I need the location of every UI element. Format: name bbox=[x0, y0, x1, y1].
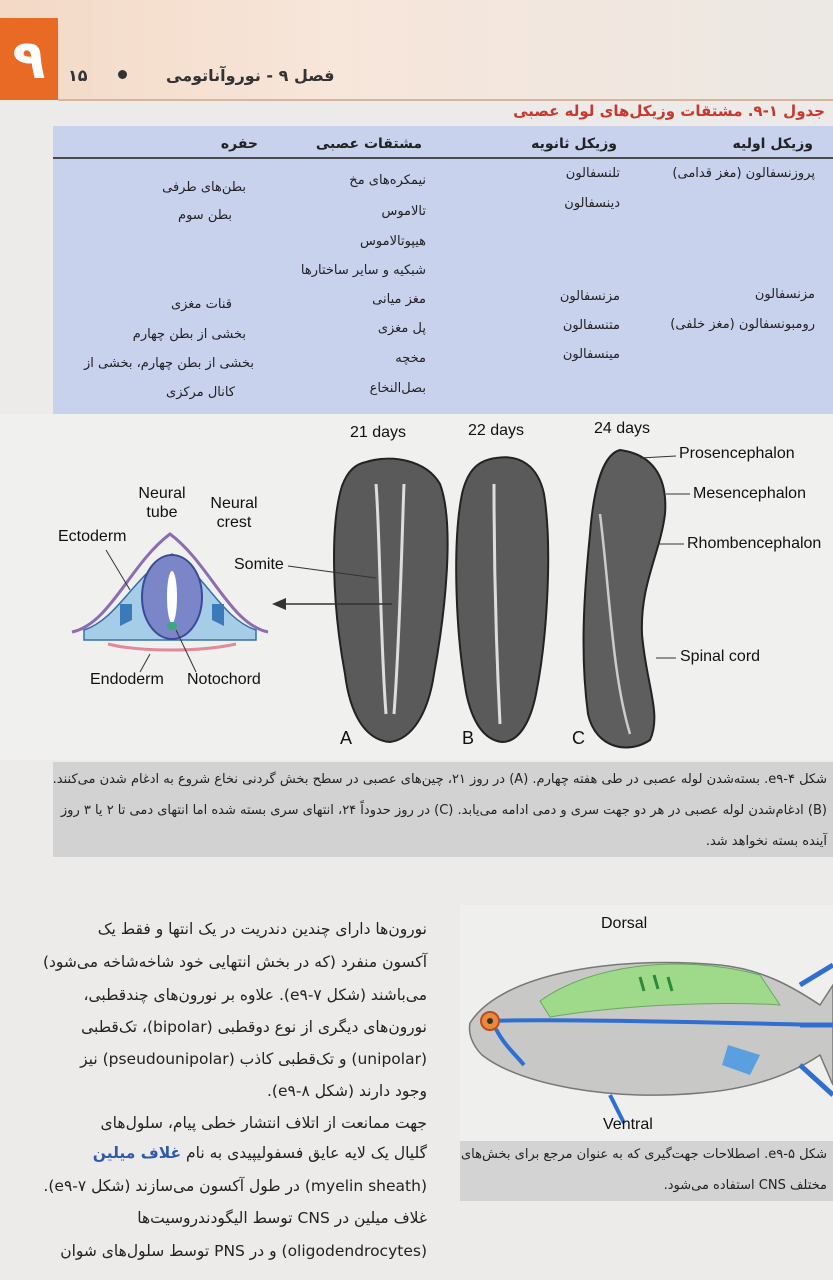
page-header-band bbox=[0, 0, 833, 100]
page-number: ۱۵ bbox=[68, 66, 88, 85]
panel-label: B bbox=[462, 728, 475, 748]
endoderm-leader bbox=[140, 654, 150, 672]
ectoderm-label: Ectoderm bbox=[58, 528, 127, 545]
prosencephalon-label: Prosencephalon bbox=[679, 445, 795, 462]
cell-derivative: شبکیه و سایر ساختارها bbox=[300, 263, 426, 278]
cell-cavity: کانال مرکزی bbox=[166, 385, 235, 400]
spinal-cord-label: Spinal cord bbox=[680, 648, 761, 665]
body-paragraph-line: غلاف میلین در CNS توسط الیگودندروسیت‌ها bbox=[137, 1209, 427, 1227]
keyword-myelin-sheath: غلاف میلین bbox=[92, 1144, 182, 1162]
arrow-left-icon bbox=[272, 598, 286, 610]
notochord-label: Notochord bbox=[187, 671, 261, 688]
day-label: 21 days bbox=[350, 424, 407, 441]
cell-derivative: مخچه bbox=[395, 351, 426, 366]
body-paragraph-line: نورون‌های دیگری از نوع دوقطبی (bipolar)، تک‌قطبی bbox=[81, 1018, 427, 1036]
mesencephalon-label: Mesencephalon bbox=[693, 485, 806, 502]
figure4-caption-line: آینده بسته نخواهد شد. bbox=[705, 834, 827, 849]
header-bullet-icon bbox=[118, 70, 127, 79]
cell-cavity: بطن‌های طرفی bbox=[162, 180, 246, 195]
day-label: 24 days bbox=[594, 420, 651, 437]
day-label: 22 days bbox=[468, 422, 525, 439]
cell-derivative: تالاموس bbox=[381, 204, 426, 219]
figure5-caption-line: شکل ۵-e۹. اصطلاحات جهت‌گیری که به عنوان مرجع برای بخش‌های bbox=[460, 1147, 827, 1162]
cell-derivative: هیپوتالاموس bbox=[360, 234, 426, 249]
dorsal-label: Dorsal bbox=[601, 915, 648, 932]
cell-secondary: مزنسفالون bbox=[559, 289, 620, 304]
body-paragraph-line: (unipolar) و تک‌قطبی کاذب (pseudounipolar) نیز bbox=[80, 1050, 427, 1068]
cell-cavity: بطن سوم bbox=[178, 208, 232, 223]
th-cavity: حفره bbox=[220, 136, 258, 152]
figure-fish-orientation bbox=[460, 905, 833, 1141]
figure4-caption-line: (B) ادغام‌شدن لوله عصبی در هر دو جهت سری و دمی ادامه می‌یابد. (C) در روز حدوداً ۲۴، انتهای سری بسته شده اما انتهای دمی تا ۲ یا ۳ روز bbox=[60, 803, 827, 818]
cell-primary: مزنسفالون bbox=[754, 287, 815, 302]
body-text-span: گلیال یک لایه عایق فسفولیپیدی به نام bbox=[186, 1144, 427, 1162]
endoderm-label: Endoderm bbox=[90, 671, 164, 688]
cell-cavity: بخشی از بطن چهارم bbox=[132, 327, 246, 342]
embryo-c-illustration bbox=[584, 450, 666, 747]
body-paragraph-line: (myelin sheath) در طول آکسون می‌سازند (شکل ۷-e۹). bbox=[43, 1177, 427, 1195]
chapter-title: فصل ۹ - نوروآناتومی bbox=[166, 66, 335, 85]
body-paragraph-line bbox=[93, 1144, 427, 1162]
cross-section-diagram bbox=[72, 534, 268, 650]
cell-secondary: مینسفالون bbox=[562, 347, 620, 362]
panel-label: C bbox=[572, 728, 585, 748]
cell-cavity: بخشی از بطن چهارم، بخشی از bbox=[83, 356, 254, 371]
cell-secondary: تلنسفالون bbox=[565, 166, 620, 181]
ventral-label: Ventral bbox=[603, 1116, 653, 1133]
neural-crest-label: Neural crest bbox=[210, 495, 258, 531]
body-paragraph-line: وجود دارند (شکل ۸-e۹). bbox=[266, 1082, 427, 1100]
neural-tube-label: Neural tube bbox=[138, 485, 186, 521]
somite-label: Somite bbox=[234, 556, 284, 573]
header-divider bbox=[58, 99, 833, 101]
embryo-a-illustration bbox=[334, 459, 448, 742]
cell-derivative: مغز میانی bbox=[372, 292, 426, 307]
cell-derivative: بصل‌النخاع bbox=[369, 381, 426, 396]
th-primary: وزیکل اولیه bbox=[732, 136, 813, 152]
th-derivatives: مشتقات عصبی bbox=[315, 136, 422, 152]
figure4-caption-line: شکل ۴-e۹. بسته‌شدن لوله عصبی در طی هفته چهارم. (A) در روز ۲۱، چین‌های عصبی در سطح بخش گردنی نخاع شروع به ادغام شدن می‌کنند. bbox=[52, 772, 827, 787]
embryo-b-illustration bbox=[456, 457, 548, 742]
body-paragraph-line: می‌باشند (شکل ۷-e۹). علاوه بر نورون‌های چندقطبی، bbox=[83, 986, 427, 1004]
cell-primary: رومبونسفالون (مغز خلفی) bbox=[670, 317, 815, 332]
cell-derivative: پل مغزی bbox=[377, 321, 426, 336]
panel-label: A bbox=[340, 728, 353, 748]
cell-cavity: قنات مغزی bbox=[170, 297, 232, 312]
figure-neural-tube bbox=[0, 414, 833, 760]
body-paragraph-line: نورون‌ها دارای چندین دندریت در یک انتها و فقط یک bbox=[97, 920, 427, 938]
cell-derivative: نیمکره‌های مخ bbox=[349, 173, 426, 188]
body-paragraph-line: آکسون منفرد (که در بخش انتهایی خود شاخه‌شاخه می‌شود) bbox=[42, 953, 427, 971]
table-header-rule bbox=[53, 157, 833, 159]
body-paragraph-line: (oligodendrocytes) و در PNS توسط سلول‌های شوان bbox=[60, 1242, 427, 1260]
neural-tube-illustration bbox=[0, 414, 833, 760]
chapter-tab: ۹ bbox=[0, 18, 58, 100]
cell-secondary: دینسفالون bbox=[564, 196, 620, 211]
body-paragraph-line: جهت ممانعت از اتلاف انتشار خطی پیام، سلول‌های bbox=[100, 1114, 427, 1132]
ectoderm-leader bbox=[106, 550, 130, 590]
cell-primary: پروزنسفالون (مغز قدامی) bbox=[672, 166, 815, 181]
th-secondary: وزیکل ثانویه bbox=[531, 136, 617, 152]
figure5-caption-line: مختلف CNS استفاده می‌شود. bbox=[663, 1178, 827, 1193]
cell-secondary: متنسفالون bbox=[562, 318, 620, 333]
prosencephalon-leader bbox=[640, 456, 676, 458]
fish-illustration bbox=[460, 905, 833, 1141]
rhombencephalon-label: Rhombencephalon bbox=[687, 535, 822, 552]
table-title: جدول ۱-۹. مشتقات وزیکل‌های لوله عصبی bbox=[513, 102, 825, 120]
